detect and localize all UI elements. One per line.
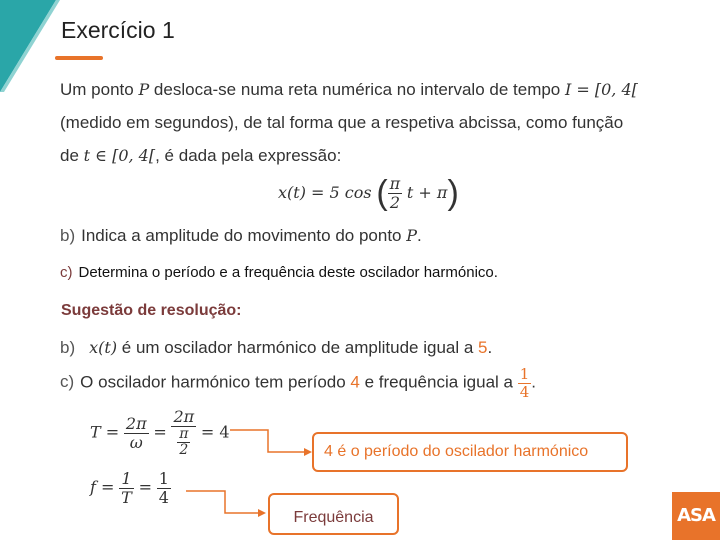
suggestion-heading: Sugestão de resolução: bbox=[61, 302, 242, 319]
publisher-logo: ASA bbox=[672, 492, 720, 540]
intro-line-1: Um ponto P desloca-se numa reta numérica no intervalo de tempo I = [0, 4[ bbox=[60, 80, 638, 99]
frequency-formula: f = $\frac{1}{T}$ = $\frac{1}{4}$ bbox=[90, 469, 169, 507]
period-callout: 4 é o período do oscilador harmónico bbox=[312, 432, 628, 472]
period-formula: T = $\frac{2\pi}{\omega}$ = $\frac{2\pi}{\frac{\pi}{2}}$ = 4 bbox=[90, 407, 230, 458]
question-b: b) Indica a amplitude do movimento do ponto P. bbox=[60, 226, 422, 245]
answer-c: c) O oscilador harmónico tem período 4 e frequência igual a $\frac{1}{4}$ . bbox=[60, 365, 537, 401]
question-c: c) Determina o período e a frequência deste oscilador harmónico. bbox=[60, 264, 498, 281]
intro-line-2: (medido em segundos), de tal forma que a respetiva abcissa, como função bbox=[60, 113, 624, 132]
intro-line-3: de t ∈ [0, 4[, é dada pela expressão: bbox=[60, 146, 342, 165]
main-formula: x(t) = 5 cos ( $\frac{\pi}{2}$ t + π) bbox=[278, 174, 459, 212]
slide-title: Exercício 1 bbox=[61, 17, 175, 43]
frequency-callout: Frequência bbox=[268, 493, 399, 535]
answer-b: b) x(t) é um oscilador harmónico de amplitude igual a 5. bbox=[60, 338, 493, 357]
